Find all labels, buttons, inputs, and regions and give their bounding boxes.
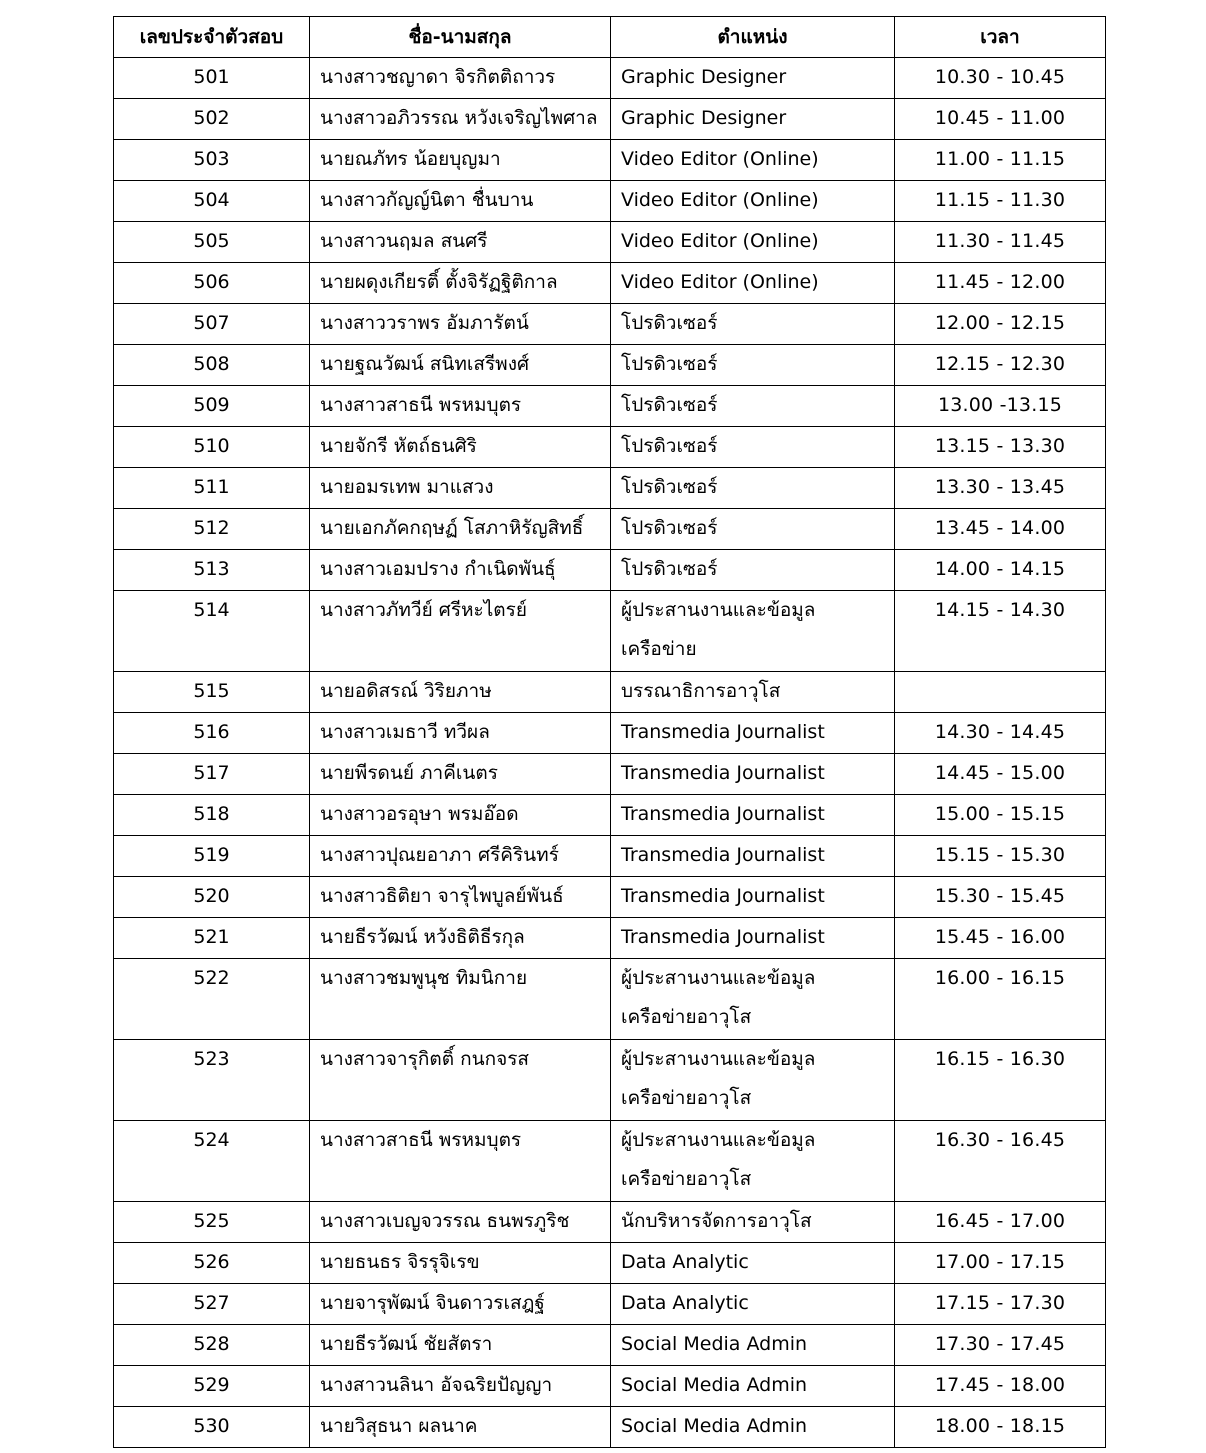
position-cell: Transmedia Journalist (611, 877, 895, 918)
exam-id-cell: 505 (114, 222, 310, 263)
exam-id-cell: 501 (114, 58, 310, 99)
time-cell: 11.45 - 12.00 (895, 263, 1106, 304)
table-row (114, 468, 1106, 509)
position-cell: โปรดิวเซอร์ (611, 345, 895, 386)
time-cell: 11.00 - 11.15 (895, 140, 1106, 181)
exam-id-cell: 525 (114, 1202, 310, 1243)
position-cell: Data Analytic (611, 1243, 895, 1284)
table-row (114, 1407, 1106, 1448)
exam-id-cell: 504 (114, 181, 310, 222)
table-row (114, 140, 1106, 181)
exam-id-cell: 520 (114, 877, 310, 918)
exam-id-cell: 517 (114, 754, 310, 795)
table-row (114, 1202, 1106, 1243)
full-name-cell: นางสาวชญาดา จิรกิตติถาวร (310, 58, 611, 99)
exam-id-cell: 522 (114, 959, 310, 1040)
position-cell: โปรดิวเซอร์ (611, 427, 895, 468)
table-row (114, 672, 1106, 713)
full-name-cell: นายฐณวัฒน์ สนิทเสรีพงศ์ (310, 345, 611, 386)
position-cell: นักบริหารจัดการอาวุโส (611, 1202, 895, 1243)
full-name-cell: นางสาวอรอุษา พรมอ๊อด (310, 795, 611, 836)
exam-id-cell: 519 (114, 836, 310, 877)
full-name-cell: นายวิสุธนา ผลนาค (310, 1407, 611, 1448)
position-cell: Graphic Designer (611, 99, 895, 140)
position-cell: โปรดิวเซอร์ (611, 304, 895, 345)
exam-id-cell: 515 (114, 672, 310, 713)
position-cell: โปรดิวเซอร์ (611, 550, 895, 591)
table-row (114, 754, 1106, 795)
position-cell: โปรดิวเซอร์ (611, 386, 895, 427)
position-cell: Social Media Admin (611, 1407, 895, 1448)
full-name-cell: นางสาวสาธนี พรหมบุตร (310, 1121, 611, 1202)
exam-id-cell: 514 (114, 591, 310, 672)
table-row (114, 713, 1106, 754)
exam-id-cell: 516 (114, 713, 310, 754)
time-cell: 17.30 - 17.45 (895, 1325, 1106, 1366)
position-cell: Video Editor (Online) (611, 181, 895, 222)
exam-id-cell: 509 (114, 386, 310, 427)
time-cell: 14.00 - 14.15 (895, 550, 1106, 591)
table-row (114, 795, 1106, 836)
exam-id-cell: 528 (114, 1325, 310, 1366)
table-header (114, 17, 1106, 58)
full-name-cell: นายเอกภัคกฤษฏ์ โสภาหิรัญสิทธิ์ (310, 509, 611, 550)
position-cell: โปรดิวเซอร์ (611, 468, 895, 509)
time-cell: 15.30 - 15.45 (895, 877, 1106, 918)
position-cell: ผู้ประสานงานและข้อมูล เครือข่ายอาวุโส (611, 1040, 895, 1121)
full-name-cell: นางสาวจารุกิตติ์ กนกจรส (310, 1040, 611, 1121)
table-row (114, 181, 1106, 222)
time-cell: 18.00 - 18.15 (895, 1407, 1106, 1448)
full-name-cell: นางสาวกัญญ์นิตา ชื่นบาน (310, 181, 611, 222)
full-name-cell: นางสาวภัทวีย์ ศรีหะไตรย์ (310, 591, 611, 672)
time-cell: 11.30 - 11.45 (895, 222, 1106, 263)
full-name-cell: นางสาวปุณยอาภา ศรีคิรินทร์ (310, 836, 611, 877)
time-cell: 10.30 - 10.45 (895, 58, 1106, 99)
full-name-cell: นายพีรดนย์ ภาคีเนตร (310, 754, 611, 795)
full-name-cell: นางสาวเบญจวรรณ ธนพรภูริช (310, 1202, 611, 1243)
table-row (114, 386, 1106, 427)
table-body (114, 58, 1106, 1448)
exam-id-cell: 508 (114, 345, 310, 386)
table-row (114, 222, 1106, 263)
table-row (114, 99, 1106, 140)
exam-id-cell: 510 (114, 427, 310, 468)
exam-id-cell: 518 (114, 795, 310, 836)
exam-id-cell: 502 (114, 99, 310, 140)
full-name-cell: นางสาววราพร อัมภารัตน์ (310, 304, 611, 345)
header-position: ตำแหน่ง (611, 17, 895, 58)
full-name-cell: นายจักรี หัตถ์ธนศิริ (310, 427, 611, 468)
time-cell: 15.15 - 15.30 (895, 836, 1106, 877)
time-cell: 17.45 - 18.00 (895, 1366, 1106, 1407)
table-row (114, 959, 1106, 1040)
header-time: เวลา (895, 17, 1106, 58)
time-cell: 16.00 - 16.15 (895, 959, 1106, 1040)
exam-id-cell: 529 (114, 1366, 310, 1407)
time-cell: 17.15 - 17.30 (895, 1284, 1106, 1325)
full-name-cell: นายผดุงเกียรติ์ ตั้งจิรัฏฐิติกาล (310, 263, 611, 304)
full-name-cell: นายธนธร จิรรุจิเรข (310, 1243, 611, 1284)
table-row (114, 1284, 1106, 1325)
time-cell: 10.45 - 11.00 (895, 99, 1106, 140)
time-cell: 15.00 - 15.15 (895, 795, 1106, 836)
exam-id-cell: 513 (114, 550, 310, 591)
full-name-cell: นางสาวเมธาวี ทวีผล (310, 713, 611, 754)
position-cell: บรรณาธิการอาวุโส (611, 672, 895, 713)
table-row (114, 918, 1106, 959)
time-cell: 13.30 - 13.45 (895, 468, 1106, 509)
table-row (114, 1040, 1106, 1121)
full-name-cell: นางสาวนฤมล สนศรี (310, 222, 611, 263)
header-full-name: ชื่อ-นามสกุล (310, 17, 611, 58)
full-name-cell: นายอมรเทพ มาแสวง (310, 468, 611, 509)
table-row (114, 550, 1106, 591)
position-cell: โปรดิวเซอร์ (611, 509, 895, 550)
table-row (114, 1325, 1106, 1366)
time-cell: 13.45 - 14.00 (895, 509, 1106, 550)
time-cell: 13.00 -13.15 (895, 386, 1106, 427)
full-name-cell: นางสาวอภิวรรณ หวังเจริญไพศาล (310, 99, 611, 140)
exam-id-cell: 524 (114, 1121, 310, 1202)
exam-id-cell: 503 (114, 140, 310, 181)
exam-id-cell: 506 (114, 263, 310, 304)
interview-schedule-table (113, 16, 1106, 1448)
table-row (114, 304, 1106, 345)
position-cell: Video Editor (Online) (611, 140, 895, 181)
full-name-cell: นายอดิสรณ์ วิริยภาษ (310, 672, 611, 713)
time-cell: 14.15 - 14.30 (895, 591, 1106, 672)
position-cell: Transmedia Journalist (611, 713, 895, 754)
position-cell: Transmedia Journalist (611, 836, 895, 877)
position-cell: Transmedia Journalist (611, 754, 895, 795)
time-cell: 15.45 - 16.00 (895, 918, 1106, 959)
time-cell: 16.45 - 17.00 (895, 1202, 1106, 1243)
table-row (114, 263, 1106, 304)
full-name-cell: นายธีรวัฒน์ ชัยสัตรา (310, 1325, 611, 1366)
table-row (114, 345, 1106, 386)
time-cell: 16.30 - 16.45 (895, 1121, 1106, 1202)
full-name-cell: นายธีรวัฒน์ หวังธิติธีรกุล (310, 918, 611, 959)
time-cell: 14.30 - 14.45 (895, 713, 1106, 754)
full-name-cell: นางสาวสาธนี พรหมบุตร (310, 386, 611, 427)
exam-id-cell: 526 (114, 1243, 310, 1284)
exam-id-cell: 530 (114, 1407, 310, 1448)
position-cell: Social Media Admin (611, 1325, 895, 1366)
table-row (114, 1366, 1106, 1407)
exam-id-cell: 507 (114, 304, 310, 345)
time-cell (895, 672, 1106, 713)
table-row (114, 591, 1106, 672)
full-name-cell: นางสาวนลินา อัจฉริยปัญญา (310, 1366, 611, 1407)
table-row (114, 836, 1106, 877)
position-cell: Transmedia Journalist (611, 795, 895, 836)
exam-id-cell: 512 (114, 509, 310, 550)
time-cell: 14.45 - 15.00 (895, 754, 1106, 795)
table-row (114, 427, 1106, 468)
full-name-cell: นางสาวชมพูนุช ทิมนิกาย (310, 959, 611, 1040)
full-name-cell: นางสาวธิติยา จารุไพบูลย์พันธ์ (310, 877, 611, 918)
position-cell: Graphic Designer (611, 58, 895, 99)
full-name-cell: นายจารุพัฒน์ จินดาวรเสฎฐ์ (310, 1284, 611, 1325)
position-cell: ผู้ประสานงานและข้อมูล เครือข่าย (611, 591, 895, 672)
table-row (114, 1121, 1106, 1202)
full-name-cell: นายณภัทร น้อยบุญมา (310, 140, 611, 181)
position-cell: Data Analytic (611, 1284, 895, 1325)
position-cell: Transmedia Journalist (611, 918, 895, 959)
position-cell: ผู้ประสานงานและข้อมูล เครือข่ายอาวุโส (611, 1121, 895, 1202)
header-row (114, 17, 1106, 58)
full-name-cell: นางสาวเอมปราง กำเนิดพันธุ์ (310, 550, 611, 591)
table-row (114, 509, 1106, 550)
exam-id-cell: 527 (114, 1284, 310, 1325)
position-cell: ผู้ประสานงานและข้อมูล เครือข่ายอาวุโส (611, 959, 895, 1040)
time-cell: 12.15 - 12.30 (895, 345, 1106, 386)
position-cell: Video Editor (Online) (611, 222, 895, 263)
time-cell: 17.00 - 17.15 (895, 1243, 1106, 1284)
table-row (114, 1243, 1106, 1284)
table-row (114, 58, 1106, 99)
time-cell: 16.15 - 16.30 (895, 1040, 1106, 1121)
time-cell: 12.00 - 12.15 (895, 304, 1106, 345)
position-cell: Video Editor (Online) (611, 263, 895, 304)
exam-id-cell: 521 (114, 918, 310, 959)
header-exam-id: เลขประจำตัวสอบ (114, 17, 310, 58)
table-row (114, 877, 1106, 918)
exam-id-cell: 523 (114, 1040, 310, 1121)
exam-id-cell: 511 (114, 468, 310, 509)
position-cell: Social Media Admin (611, 1366, 895, 1407)
time-cell: 11.15 - 11.30 (895, 181, 1106, 222)
time-cell: 13.15 - 13.30 (895, 427, 1106, 468)
